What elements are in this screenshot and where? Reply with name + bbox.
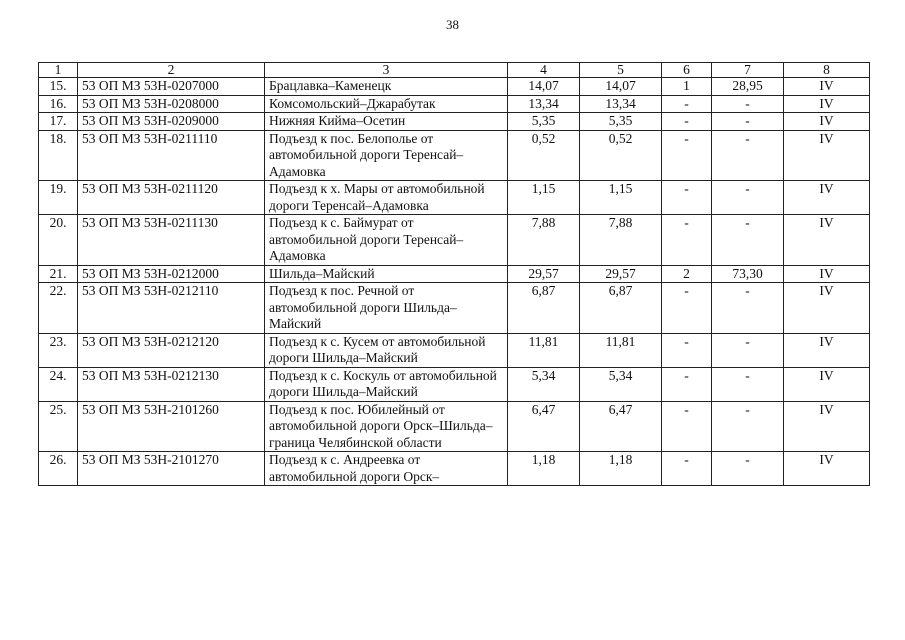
table-row — [39, 181, 870, 215]
length-total-cell: 14,07 — [580, 78, 662, 96]
count-cell: 2 — [662, 265, 712, 283]
length-total-cell: 7,88 — [580, 215, 662, 266]
road-name-cell: Шильда–Майский — [265, 265, 508, 283]
road-name-cell: Брацлавка–Каменецк — [265, 78, 508, 96]
count-cell: - — [662, 452, 712, 486]
road-id-cell: 53 ОП МЗ 53Н-2101260 — [78, 401, 265, 452]
row-number-cell: 23. — [39, 333, 78, 367]
table-row — [39, 452, 870, 486]
category-cell: IV — [784, 95, 870, 113]
row-number-cell: 22. — [39, 283, 78, 334]
value-cell: - — [712, 367, 784, 401]
count-cell: 1 — [662, 78, 712, 96]
column-header: 7 — [712, 63, 784, 78]
length-cell: 11,81 — [508, 333, 580, 367]
column-header: 5 — [580, 63, 662, 78]
column-header: 4 — [508, 63, 580, 78]
value-cell: 73,30 — [712, 265, 784, 283]
row-number-cell: 17. — [39, 113, 78, 131]
category-cell: IV — [784, 333, 870, 367]
length-total-cell: 13,34 — [580, 95, 662, 113]
value-cell: - — [712, 130, 784, 181]
count-cell: - — [662, 401, 712, 452]
category-cell: IV — [784, 367, 870, 401]
road-name-cell: Подъезд к с. Андреевка от автомобильной дороги Орск– — [265, 452, 508, 486]
road-id-cell: 53 ОП МЗ 53Н-0208000 — [78, 95, 265, 113]
count-cell: - — [662, 333, 712, 367]
table-row — [39, 78, 870, 96]
road-id-cell: 53 ОП МЗ 53Н-0211130 — [78, 215, 265, 266]
row-number-cell: 24. — [39, 367, 78, 401]
value-cell: - — [712, 113, 784, 131]
value-cell: - — [712, 401, 784, 452]
length-cell: 5,35 — [508, 113, 580, 131]
length-total-cell: 6,47 — [580, 401, 662, 452]
road-name-cell: Подъезд к пос. Речной от автомобильной дороги Шильда–Майский — [265, 283, 508, 334]
value-cell: - — [712, 215, 784, 266]
table-row — [39, 95, 870, 113]
count-cell: - — [662, 130, 712, 181]
length-cell: 13,34 — [508, 95, 580, 113]
length-cell: 1,18 — [508, 452, 580, 486]
row-number-cell: 21. — [39, 265, 78, 283]
length-cell: 5,34 — [508, 367, 580, 401]
table-body — [39, 78, 870, 486]
road-name-cell: Подъезд к с. Баймурат от автомобильной дороги Теренсай–Адамовка — [265, 215, 508, 266]
road-id-cell: 53 ОП МЗ 53Н-0207000 — [78, 78, 265, 96]
value-cell: - — [712, 95, 784, 113]
column-header: 8 — [784, 63, 870, 78]
length-cell: 6,87 — [508, 283, 580, 334]
road-id-cell: 53 ОП МЗ 53Н-0212130 — [78, 367, 265, 401]
road-name-cell: Подъезд к с. Кусем от автомобильной дороги Шильда–Майский — [265, 333, 508, 367]
value-cell: - — [712, 333, 784, 367]
length-total-cell: 1,15 — [580, 181, 662, 215]
category-cell: IV — [784, 113, 870, 131]
row-number-cell: 20. — [39, 215, 78, 266]
category-cell: IV — [784, 265, 870, 283]
table-row — [39, 333, 870, 367]
roads-table — [38, 62, 870, 486]
length-cell: 6,47 — [508, 401, 580, 452]
column-header: 3 — [265, 63, 508, 78]
road-name-cell: Комсомольский–Джарабутак — [265, 95, 508, 113]
road-name-cell: Подъезд к пос. Белополье от автомобильной дороги Теренсай–Адамовка — [265, 130, 508, 181]
length-total-cell: 5,35 — [580, 113, 662, 131]
road-id-cell: 53 ОП МЗ 53Н-2101270 — [78, 452, 265, 486]
length-total-cell: 5,34 — [580, 367, 662, 401]
count-cell: - — [662, 367, 712, 401]
road-id-cell: 53 ОП МЗ 53Н-0209000 — [78, 113, 265, 131]
road-name-cell: Подъезд к пос. Юбилейный от автомобильной дороги Орск–Шильда–граница Челябинской области — [265, 401, 508, 452]
count-cell: - — [662, 95, 712, 113]
table-header-row — [39, 63, 870, 78]
length-cell: 7,88 — [508, 215, 580, 266]
count-cell: - — [662, 113, 712, 131]
road-id-cell: 53 ОП МЗ 53Н-0211110 — [78, 130, 265, 181]
value-cell: - — [712, 452, 784, 486]
road-id-cell: 53 ОП МЗ 53Н-0212110 — [78, 283, 265, 334]
road-name-cell: Нижняя Кийма–Осетин — [265, 113, 508, 131]
category-cell: IV — [784, 215, 870, 266]
length-cell: 14,07 — [508, 78, 580, 96]
length-cell: 1,15 — [508, 181, 580, 215]
row-number-cell: 19. — [39, 181, 78, 215]
table-row — [39, 401, 870, 452]
length-total-cell: 0,52 — [580, 130, 662, 181]
row-number-cell: 16. — [39, 95, 78, 113]
road-id-cell: 53 ОП МЗ 53Н-0211120 — [78, 181, 265, 215]
value-cell: - — [712, 181, 784, 215]
table-row — [39, 283, 870, 334]
length-total-cell: 1,18 — [580, 452, 662, 486]
page-number: 38 — [446, 17, 459, 32]
column-header: 6 — [662, 63, 712, 78]
length-cell: 0,52 — [508, 130, 580, 181]
row-number-cell: 15. — [39, 78, 78, 96]
value-cell: - — [712, 283, 784, 334]
column-header: 2 — [78, 63, 265, 78]
category-cell: IV — [784, 283, 870, 334]
category-cell: IV — [784, 401, 870, 452]
category-cell: IV — [784, 130, 870, 181]
length-total-cell: 6,87 — [580, 283, 662, 334]
row-number-cell: 26. — [39, 452, 78, 486]
count-cell: - — [662, 215, 712, 266]
road-id-cell: 53 ОП МЗ 53Н-0212120 — [78, 333, 265, 367]
table-row — [39, 130, 870, 181]
count-cell: - — [662, 283, 712, 334]
value-cell: 28,95 — [712, 78, 784, 96]
road-name-cell: Подъезд к с. Коскуль от автомобильной дороги Шильда–Майский — [265, 367, 508, 401]
length-cell: 29,57 — [508, 265, 580, 283]
road-name-cell: Подъезд к х. Мары от автомобильной дороги Теренсай–Адамовка — [265, 181, 508, 215]
length-total-cell: 29,57 — [580, 265, 662, 283]
category-cell: IV — [784, 78, 870, 96]
table-row — [39, 113, 870, 131]
category-cell: IV — [784, 452, 870, 486]
count-cell: - — [662, 181, 712, 215]
row-number-cell: 25. — [39, 401, 78, 452]
column-header: 1 — [39, 63, 78, 78]
row-number-cell: 18. — [39, 130, 78, 181]
length-total-cell: 11,81 — [580, 333, 662, 367]
table-row — [39, 215, 870, 266]
table-row — [39, 367, 870, 401]
category-cell: IV — [784, 181, 870, 215]
table-row — [39, 265, 870, 283]
road-id-cell: 53 ОП МЗ 53Н-0212000 — [78, 265, 265, 283]
